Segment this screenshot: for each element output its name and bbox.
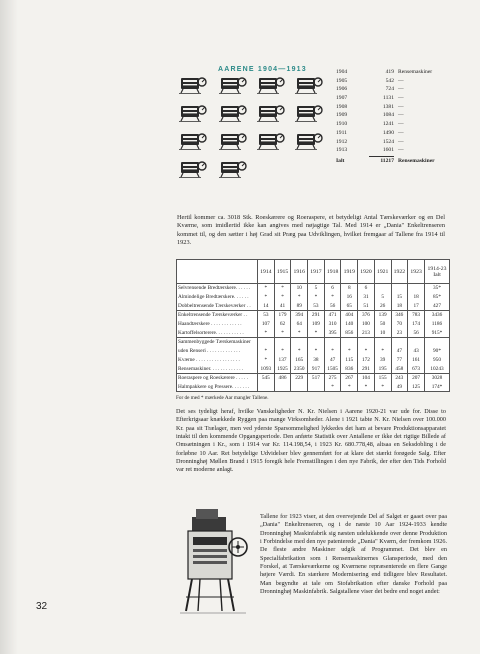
table-cell [291,383,308,392]
table-row [177,373,450,382]
table-cell: 179 [274,311,291,320]
row-label: Roeraspere og Roeskærere . . . . . [177,373,258,382]
table-cell: 51 [358,301,375,310]
table-cell [291,338,308,347]
table-cell: 207 [408,373,425,382]
year-label: 1911 [336,129,347,136]
table-cell [274,338,291,347]
header-blank [177,260,258,284]
row-label: uden Renseri . . . . . . . . . . . . . [177,347,258,356]
year-value: 724 [385,86,394,93]
table-cell [374,284,391,293]
table-cell [258,338,275,347]
year-label: 1904 [336,69,348,75]
year-label: 1905 [336,77,348,84]
row-label: Kværne . . . . . . . . . . . . . . . . . [177,356,258,365]
table-cell: 107 [258,320,275,329]
table-cell [391,338,408,347]
table-cell [358,338,375,347]
row-label: Rensemaskiner. . . . . . . . . . . . . [177,364,258,373]
table-cell: 1925 [274,364,291,373]
table-cell [425,338,450,347]
table-cell: 56 [324,301,341,310]
table-row [177,311,450,320]
table-cell: * [341,347,358,356]
table-cell: 35* [425,284,450,293]
table-footnote: For de med * mærkede Aar mangler Tallene. [176,395,269,401]
table-row [177,347,450,356]
header-year: 1919 [341,260,358,284]
threshing-machine-illustration [176,507,254,619]
header-year: 1918 [324,260,341,284]
yearly-production-list [336,68,460,166]
year-unit: — [398,138,404,145]
table-cell: * [374,383,391,392]
body-paragraph-2: Tallene for 1923 viser, at den overvejende Del af Salget er gaaet over paa „Dania" Enkeltrenseren, og i de næste 10 Aar 1924-1933 kendte Dronninghøj Maskinfabrik sig næsten udelukkende over denne Produktion i Forbindelse med den nye patenterede „Dania" Kværn, der fremkom 1926. De fleste andre Maskiner udgik af Programmet. Det blev en Specialfabrikation som i Rensemaskinernes Glansperiode, med den Forskel, at Tærskeværkerne og Kværnene repræsenterede en flere Gange højere Værdi. En stærkere Modernisering end tidligere blev Resultatet. Man begyndte at tale om Stofabrikation efter danske Forhold paa Dronninghøj Maskinfabrik. Salgstallene viser det bedre end noget andet: [260,513,447,596]
table-row [177,364,450,373]
table-row [177,383,450,392]
table-cell: 8 [341,284,358,293]
table-cell: 39 [374,356,391,365]
year-unit: — [398,129,404,136]
row-label: Sammenbyggede Tærskemaskiner [177,338,258,347]
table-cell: 41 [274,301,291,310]
table-cell: 783 [408,311,425,320]
table-cell [324,338,341,347]
table-cell: * [324,293,341,302]
table-cell: 10 [374,328,391,337]
table-cell: 174 [408,320,425,329]
header-year: 1923 [408,260,425,284]
table-cell: * [291,328,308,337]
production-table [176,259,450,392]
year-unit: — [398,121,404,128]
year-unit: Rensemaskiner [398,69,433,75]
table-cell: 31 [358,293,375,302]
table-cell: 310 [324,320,341,329]
table-cell: 17 [408,301,425,310]
year-row [336,103,460,112]
table-cell: * [308,347,325,356]
year-label: 1913 [336,147,348,154]
year-total-row [336,157,460,166]
table-cell [308,383,325,392]
row-label: Almindelige Bredtærskere. . . . . . [177,293,258,302]
year-label: 1909 [336,112,348,119]
year-value: 419 [385,69,394,75]
table-cell: 2350 [291,364,308,373]
table-cell: 486 [274,373,291,382]
header-year: 1920 [358,260,375,284]
year-label: 1912 [336,138,348,145]
year-unit: — [398,95,404,102]
table-cell: 394 [291,311,308,320]
table-cell: 229 [291,373,308,382]
total-label: Ialt [336,157,345,164]
table-cell: 291 [358,364,375,373]
table-cell: * [374,347,391,356]
table-cell: 291 [308,311,325,320]
table-cell: 856 [341,328,358,337]
year-row [336,138,460,147]
table-cell: * [358,347,375,356]
table-cell [408,338,425,347]
header-year: 1916 [291,260,308,284]
year-value: 1084 [382,112,394,119]
table-cell: 5 [374,293,391,302]
year-row [336,111,460,120]
table-cell: 165 [291,356,308,365]
table-cell: * [324,383,341,392]
table-row [177,284,450,293]
header-year: 1917 [308,260,325,284]
table-cell: 267 [341,373,358,382]
figure-caption: AARENE 1904—1913 [218,66,307,73]
table-cell: 77 [391,356,408,365]
table-cell: 673 [408,364,425,373]
table-cell: 64 [291,320,308,329]
table-cell: * [274,347,291,356]
intro-paragraph: Hertil kommer ca. 3018 Stk. Roeskærere og Roeraspere, et betydeligt Antal Tærskeværker og en Del Kværne, som imidlertid ikke kan angives med nøjagtige Tal. Med 1914 er „Dania" Enkeltrenseren kommet til, og den sætter i høj Grad sit Præg paa Udviklingen, hvilket fremgaar af Tallene fra 1914 til 1923. [177,214,445,246]
table-cell [308,338,325,347]
table-cell [391,284,408,293]
table-row [177,338,450,347]
table-cell: 6 [358,284,375,293]
table-cell: * [341,383,358,392]
row-label: Enkeltrensende Tærskeværker . . [177,311,258,320]
table-cell: 70 [391,320,408,329]
header-total: 1914-23 Ialt [425,260,450,284]
table-cell: 125 [408,383,425,392]
table-cell: 155 [374,373,391,382]
table-cell: 49 [391,383,408,392]
table-cell: 26 [374,301,391,310]
table-cell: 172 [358,356,375,365]
table-cell: * [324,347,341,356]
table-cell: 1186 [425,320,450,329]
year-label: 1907 [336,95,348,102]
table-cell: 458 [391,364,408,373]
table-cell: 65 [341,301,358,310]
table-cell: 18 [408,293,425,302]
table-cell: 395 [324,328,341,337]
table-cell: 161 [408,356,425,365]
table-cell: * [258,284,275,293]
table-cell: 43 [408,347,425,356]
table-cell: 139 [374,311,391,320]
table-cell: 23 [391,328,408,337]
table-cell: 38 [308,356,325,365]
table-cell: 545 [258,373,275,382]
table-cell: 950 [425,356,450,365]
year-row [336,129,460,138]
table-cell [258,383,275,392]
table-cell [341,338,358,347]
table-cell: 53 [258,311,275,320]
year-label: 1906 [336,86,348,93]
year-unit: — [398,147,404,154]
table-cell: 90* [425,347,450,356]
row-label: Haandtærskere . . . . . . . . . . . . [177,320,258,329]
table-cell: 115 [341,356,358,365]
table-cell: 174* [425,383,450,392]
body-paragraph-1: Det ses tydeligt heraf, hvilke Vanskeligheder N. Kr. Nielsen i Aarene 1920-21 var ude for. Disse to Efterkrigsaar knækkede Ryggen paa mange Virksomheder. Alene i 1921 tabte N. Kr. Nielsen over 100.000 Kr. paa sit Trælager, men ved yderste Sparsommelighed lykkedes det ham at bevare Produktionsapparatet intakt til den kommende Opgangsperiode. Den anførte Statistik over Antallene er ikke det rigtige Billede af Omsætningen i Kr., som i 1914 var Kr. 114.198,54, i 1923 Kr. 680.778,48, altsaa en Seksdobling i de forløbne 10 Aar. Ret betydelige Udvidelser blev gennemført for at klare det stærkt forøgede Salg. Efter Dronninghøj Møllen Brand i 1915 foregik hele Fremstillingen i den nye Fabrik, der efter den Tids Forhold var ret moderne anlagt. [176,408,446,474]
year-value: 1601 [382,147,394,154]
machine-pictogram-grid [170,74,332,194]
table-cell: 346 [391,311,408,320]
row-label: Dobbeltrensende Tærskeværker . . [177,301,258,310]
row-label: Selvrensende Bredtærskere. . . . . . [177,284,258,293]
table-cell: 3436 [425,311,450,320]
table-cell: 1093 [258,364,275,373]
table-cell: * [291,293,308,302]
table-cell: 53 [308,301,325,310]
table-cell: 10243 [425,364,450,373]
table-row [177,356,450,365]
table-cell: 836 [341,364,358,373]
table-cell: 275 [324,373,341,382]
table-cell: 517 [308,373,325,382]
table-cell: 50 [374,320,391,329]
page-gutter-shadow [0,0,18,654]
table-cell: 62 [274,320,291,329]
table-row [177,301,450,310]
table-cell: * [291,347,308,356]
table-cell: * [274,328,291,337]
table-row [177,328,450,337]
year-value: 1381 [382,103,394,110]
header-year: 1921 [374,260,391,284]
table-cell: * [258,356,275,365]
year-value: 1131 [383,95,394,102]
year-row [336,85,460,94]
year-row [336,68,460,77]
table-cell: 915* [425,328,450,337]
table-cell: 15 [391,293,408,302]
table-cell: * [274,284,291,293]
table-body [177,284,450,392]
table-cell: * [358,383,375,392]
table-cell [408,284,425,293]
year-label: 1908 [336,103,348,110]
table-header-row [177,260,450,284]
header-year: 1915 [274,260,291,284]
table-cell: * [274,293,291,302]
table-cell: * [308,293,325,302]
table-cell: 195 [374,364,391,373]
table-cell: 85* [425,293,450,302]
year-row [336,120,460,129]
table-cell: * [258,347,275,356]
table-row [177,293,450,302]
table-cell: 140 [341,320,358,329]
table-cell: 213 [358,328,375,337]
row-label: Halmpakkere og Presserе. . . . . . . [177,383,258,392]
year-unit: — [398,112,404,119]
table-cell: 10 [291,284,308,293]
table-row [177,320,450,329]
table-cell: 471 [324,311,341,320]
table-cell: 137 [274,356,291,365]
table-cell [274,383,291,392]
year-value: 542 [385,77,394,84]
table-cell: 427 [425,301,450,310]
year-value: 1524 [382,138,394,145]
table-cell: 1505 [324,364,341,373]
total-value: 11217 [380,157,394,164]
header-year: 1922 [391,260,408,284]
table-cell: 14 [258,301,275,310]
year-unit: — [398,86,404,93]
table-cell: 47 [324,356,341,365]
total-unit: Rensemaskiner [398,157,435,164]
year-row [336,77,460,86]
table-cell: 243 [391,373,408,382]
table-cell: 47 [391,347,408,356]
header-year: 1914 [258,260,275,284]
table-cell: * [258,293,275,302]
table-cell: 376 [358,311,375,320]
table-cell: * [258,328,275,337]
table-cell: 404 [341,311,358,320]
year-unit: — [398,77,404,84]
year-label: 1910 [336,121,348,128]
table-cell [374,338,391,347]
table-cell: 18 [391,301,408,310]
table-cell: 109 [308,320,325,329]
row-label: Kartoffelsorterere. . . . . . . . . . . [177,328,258,337]
table-cell: 917 [308,364,325,373]
page-number: 32 [36,601,48,612]
table-cell: 16 [341,293,358,302]
table-cell: 56 [408,328,425,337]
table-cell: 104 [358,373,375,382]
table-cell: 89 [291,301,308,310]
table-cell: 3028 [425,373,450,382]
year-value: 1241 [382,121,394,128]
table-cell: 5 [308,284,325,293]
year-row [336,146,460,155]
table-cell: * [308,328,325,337]
year-unit: — [398,103,404,110]
year-value: 1490 [382,129,394,136]
table-cell: 6 [324,284,341,293]
year-row [336,94,460,103]
table-cell: 100 [358,320,375,329]
